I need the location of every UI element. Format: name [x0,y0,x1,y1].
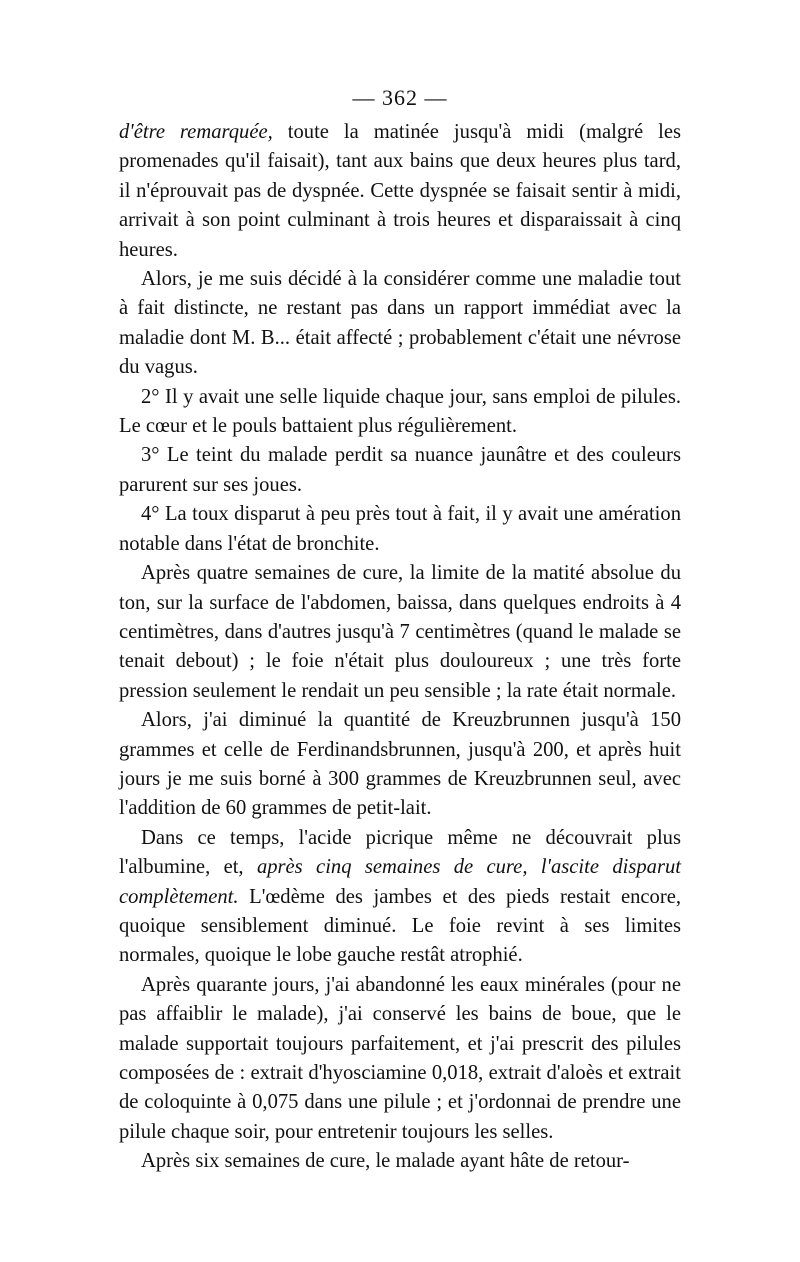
paragraph-text: 2° Il y avait une selle liquide chaque jour, sans emploi de pilules. Le cœur et le pouls battaient plus régulièrement. [119,385,681,438]
paragraph-8 [119,824,681,971]
paragraph-3 [119,383,681,442]
paragraph-text: Alors, j'ai diminué la quantité de Kreuzbrunnen jusqu'à 150 grammes et celle de Ferdinandsbrunnen, jusqu'à 200, et après huit jours je me suis borné à 300 grammes de Kreuzbrunnen seul, avec l'addition de 60 grammes de petit-lait. [119,709,681,820]
italic-text: d'être remarquée, [119,121,273,143]
book-page [119,84,682,1173]
paragraph-4 [119,441,681,500]
paragraph-6 [119,559,681,706]
italic-text: après cinq semaines de cure, l'ascite disparut complètement. [119,856,681,908]
paragraph-text: Dans ce temps, l'acide picrique même ne découvrait plus l'albumine, et, [119,826,681,879]
paragraph-7 [119,706,681,824]
paragraph-text: L'œdème des jambes et des pieds restait encore, quoique sensiblement diminué. Le foie revint à ses limites normales, quoique le lobe gauche restât atrophié. [119,885,681,967]
page-number: — 362 — [352,85,448,110]
paragraph-text: 3° Le teint du malade perdit sa nuance jaunâtre et des couleurs parurent sur ses joues. [119,444,681,496]
paragraph-text: Alors, je me suis décidé à la considérer comme une maladie tout à fait distincte, ne restant pas dans un rapport immédiat avec la maladie dont M. B... était affecté ; probablement c'était une névrose du vagus. [119,268,681,379]
paragraph-text: Après six semaines de cure, le malade ayant hâte de retour- [141,1150,630,1173]
paragraph-text: Après quatre semaines de cure, la limite de la matité absolue du ton, sur la surface de l'abdomen, baissa, dans quelques endroits à 4 centimètres, dans d'autres jusqu'à 7 centimètres (quand le malade se tenait debout) ; le foie n'était plus douloureux ; une très forte pression seulement le rendait un peu sensible ; la rate était normale. [119,562,681,702]
paragraph-text: Après quarante jours, j'ai abandonné les eaux minérales (pour ne pas affaiblir le malade), j'ai conservé les bains de boue, que le malade supportait toujours parfaitement, et j'ai prescrit des pilules composées de : extrait d'hyosciamine 0,018, extrait d'aloès et extrait de coloquinte à 0,075 dans une pilule ; et j'ordonnai de prendre une pilule chaque soir, pour entretenir toujours les selles. [119,973,681,1143]
paragraph-text: 4° La toux disparut à peu près tout à fait, il y avait une amération notable dans l'état de bronchite. [119,503,681,555]
paragraph-5 [119,500,681,559]
paragraph-9 [119,971,681,1147]
paragraph-text: toute la matinée jusqu'à midi (malgré les promenades qu'il faisait), tant aux bains que deux heures plus tard, il n'éprouvait pas de dyspnée. Cette dyspnée se faisait sentir à midi, arrivait à son point culminant à trois heures et disparaissait à cinq heures. [119,121,682,261]
paragraph-2 [119,265,681,383]
paragraph-10 [119,1147,681,1176]
paragraph-1 [119,118,681,265]
